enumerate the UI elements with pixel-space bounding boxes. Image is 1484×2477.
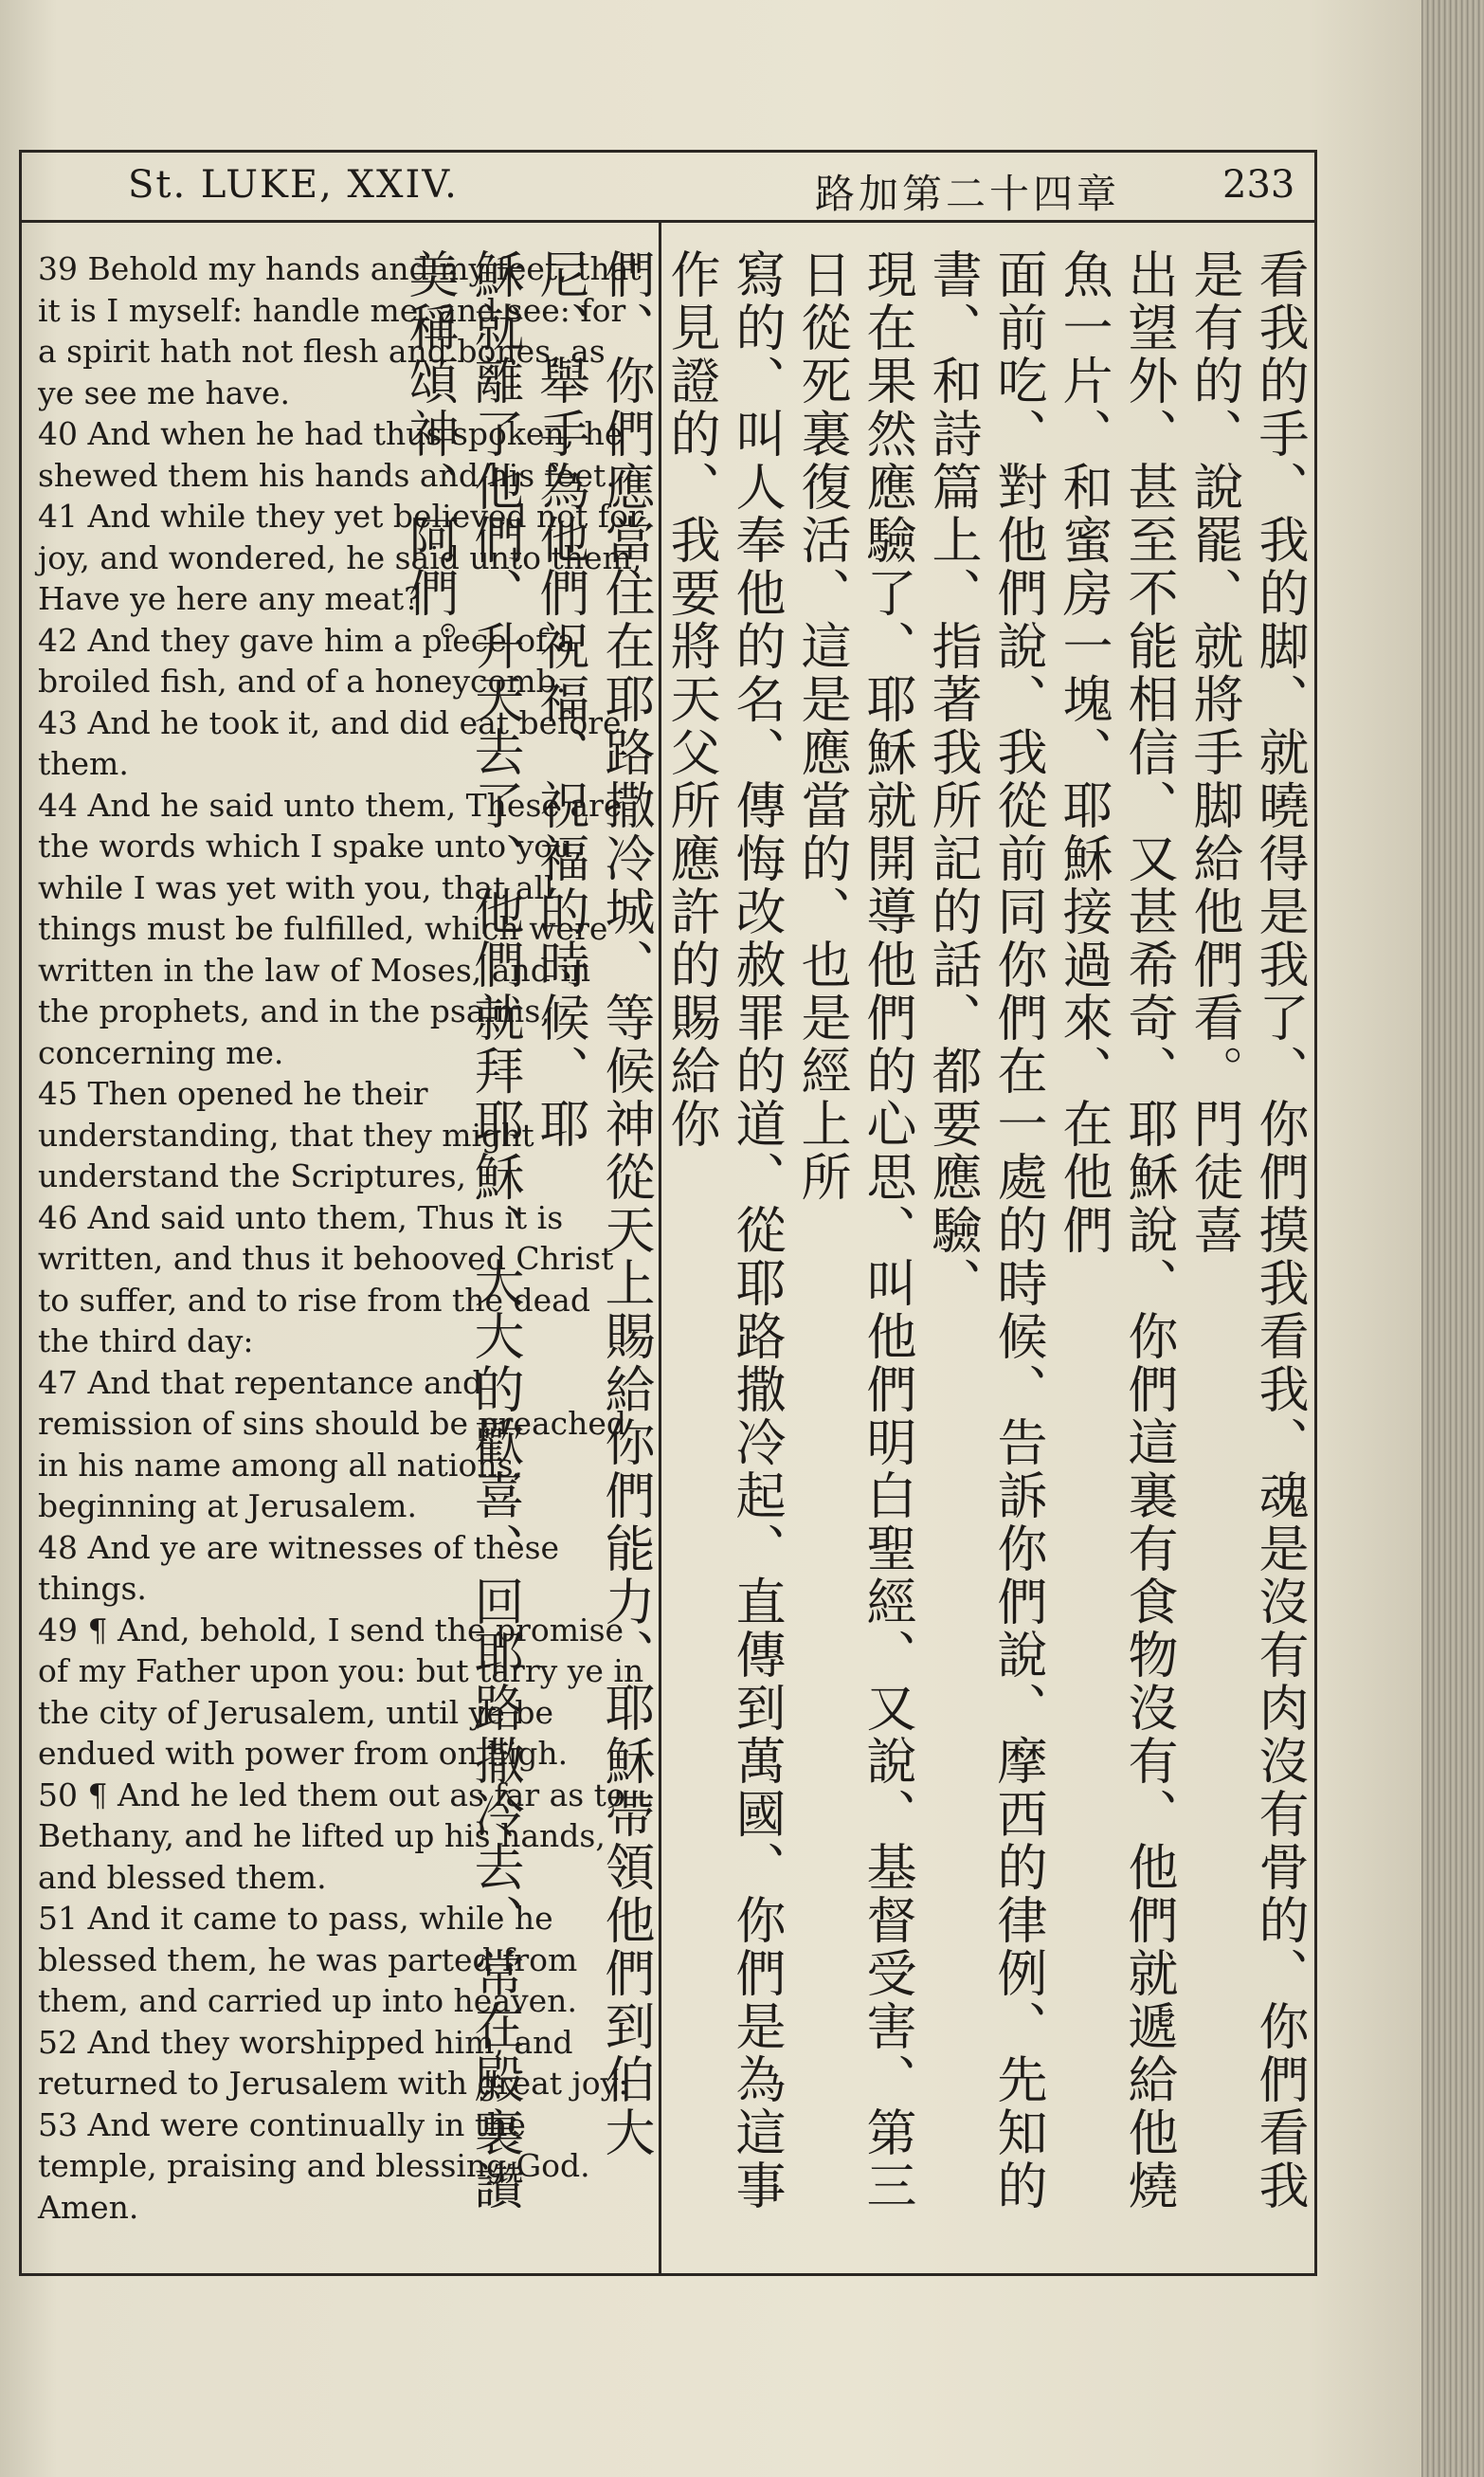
chinese-column-line: 出望外、甚至不能相信、又甚希奇、耶穌說、你們這裏有食物沒有、他們就遞給他燒魚一片、和蜜房一塊、耶穌接過來、在他們 <box>1055 248 1178 2213</box>
chinese-column-line: 們、你們應當住在耶路撒冷城、等候神從天上賜給你們能力、耶穌帶領他們到伯大尼、舉手為他們祝福、祝福的時候、耶 <box>532 248 655 2159</box>
verse-49: 49 ¶ And, behold, I send the promise of my Father upon you: but tarry ye in the city of Jerusalem, until ye be endued with power from on high. <box>38 1611 644 1772</box>
running-title: St. LUKE, XXIV. <box>128 163 459 207</box>
verse-46: 46 And said unto them, Thus it is written, and thus it behooved Christ to suffer, and to rise from the dead the third day: <box>38 1198 614 1359</box>
verse-48: 48 And ye are witnesses of these things. <box>38 1528 560 1607</box>
chinese-text-column <box>401 248 1312 2258</box>
verse-53: 53 And were continually in the temple, praising and blessing God. Amen. <box>38 2105 590 2226</box>
chinese-column-line: 看我的手、我的脚、就曉得是我了、你們摸我看我、魂是沒有肉沒有骨的、你們看我是有的、說罷、就將手脚給他們看。門徒喜 <box>1185 248 1309 2213</box>
verse-45: 45 Then opened he their understanding, that they might understand the Scriptures, <box>38 1075 534 1194</box>
verse-43: 43 And he took it, and did eat before them. <box>38 703 622 782</box>
verse-42: 42 And they gave him a piece of a broiled fish, and of a honeycomb. <box>38 621 576 700</box>
verse-51: 51 And it came to pass, while he blessed them, he was parted from them, and carried up into heaven. <box>38 1900 578 2019</box>
chinese-column-line: 面前吃、對他們說、我從前同你們在一處的時候、告訴你們說、摩西的律例、先知的書、和詩篇上、指著我所記的話、都要應驗、 <box>924 248 1047 2213</box>
verse-47: 47 And that repentance and remission of sins should be preached in his name among all nations, beginning at Jerusalem. <box>38 1363 627 1524</box>
chinese-column-line: 現在果然應驗了、耶穌就開導他們的心思、叫他們明白聖經、又說、基督受害、第三日從死裏復活、這是應當的、也是經上所 <box>793 248 916 2213</box>
page-number: 233 <box>1222 163 1295 207</box>
chinese-chapter-title: 路加第二十四章 <box>815 171 1121 217</box>
verse-41: 41 And while they yet believed not for joy, and wondered, he said unto them, Have ye here any meat? <box>38 498 643 617</box>
page-edge <box>1421 0 1484 2477</box>
verse-39: 39 Behold my hands and my feet, that it is I myself: handle me, and see: for a spirit hath not flesh and bones, as ye see me have. <box>38 250 642 411</box>
verse-52: 52 And they worshipped him, and returned to Jerusalem with great joy: <box>38 2023 629 2102</box>
verse-44: 44 And he said unto them, These are the words which I spake unto you, while I was yet with you, that all things must be fulfilled, which were written in the law of Moses, and in the prophets, and in the psalms, concerning me. <box>38 786 623 1071</box>
chinese-column-line: 穌就離了他們、升天去了、他們就拜耶穌、大大的歡喜、回耶路撒冷去、常在殿裏讚美稱頌神、阿們。 <box>401 248 524 2213</box>
header-rule <box>19 220 1317 223</box>
verse-50: 50 ¶ And he led them out as far as to Bethany, and he lifted up his hands, and blessed them. <box>38 1776 625 1896</box>
chinese-column-line: 寫的、叫人奉他的名、傳悔改赦罪的道、從耶路撒冷起、直傳到萬國、你們是為這事作見證的、我要將天父所應許的賜給你 <box>662 248 786 2213</box>
verse-40: 40 And when he had thus spoken, he shewed them his hands and his feet. <box>38 415 624 494</box>
